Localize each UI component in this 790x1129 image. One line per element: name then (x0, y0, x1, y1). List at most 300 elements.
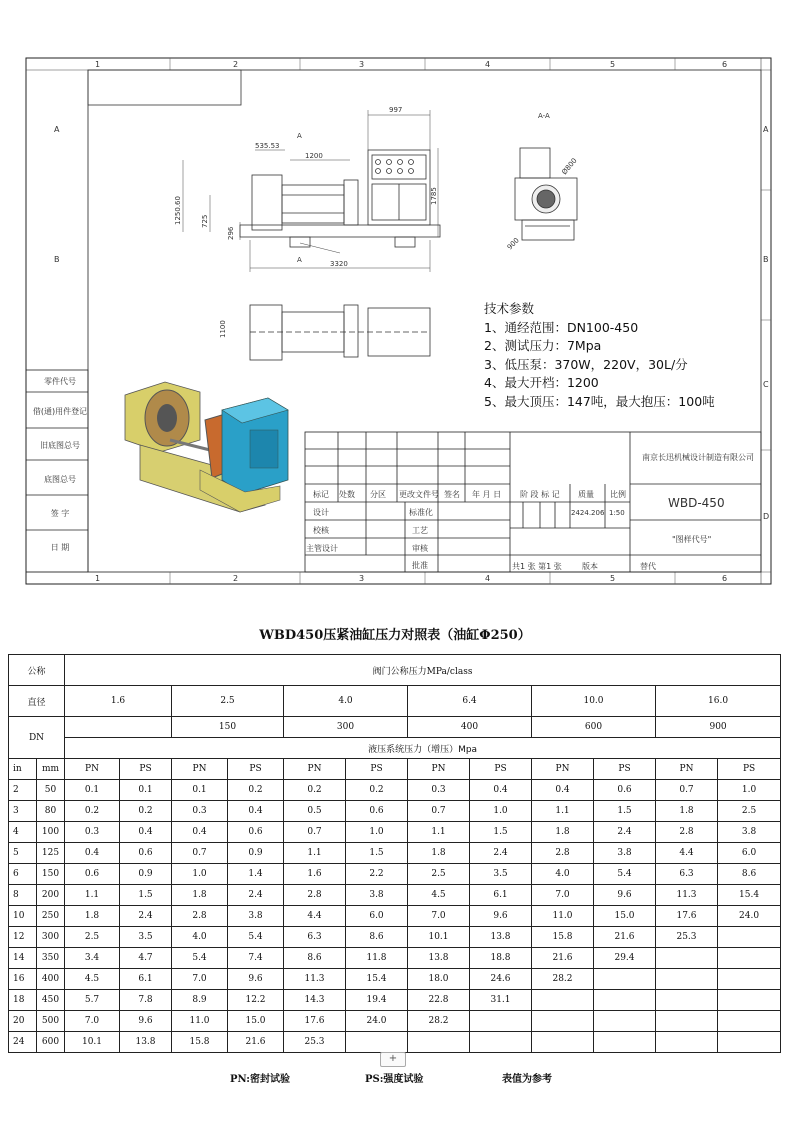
class-900: 900 (656, 717, 781, 738)
cell-value: 7.8 (120, 990, 172, 1011)
grid-number-4: 4 (485, 60, 491, 69)
cell-value: 1.0 (172, 864, 228, 885)
row-label-mark: 标记 (313, 490, 329, 499)
cell-mm: 300 (37, 927, 65, 948)
cell-value: 2.4 (120, 906, 172, 927)
cell-value (346, 1032, 408, 1053)
cell-value: 29.4 (594, 948, 656, 969)
model-name: WBD-450 (668, 496, 725, 510)
grid-letter-c-right: C (763, 380, 769, 389)
cell-value (656, 1032, 718, 1053)
grid-number-3-bottom: 3 (359, 574, 365, 583)
cell-value: 2.2 (346, 864, 408, 885)
sheet-count: 共1 张 第1 张 (512, 562, 562, 571)
cell-value: 0.1 (65, 780, 120, 801)
cell-value: 2.8 (284, 885, 346, 906)
col-ps: PS (594, 759, 656, 780)
grid-number-1-bottom: 1 (95, 574, 101, 583)
label-approve: 批准 (412, 561, 428, 570)
table-row (9, 969, 781, 990)
cell-value: 1.6 (284, 864, 346, 885)
label-chief: 主管设计 (306, 544, 338, 553)
cell-value: 0.1 (172, 780, 228, 801)
cell-value: 6.3 (284, 927, 346, 948)
cell-in: 16 (9, 969, 37, 990)
cell-value: 6.3 (656, 864, 718, 885)
col-pn: PN (172, 759, 228, 780)
cell-in: 24 (9, 1032, 37, 1053)
pressure-10-0: 10.0 (532, 686, 656, 717)
cell-value: 0.2 (346, 780, 408, 801)
cell-value: 0.9 (228, 843, 284, 864)
spec-item: 2、测试压力：7Mpa (484, 338, 602, 353)
cell-value: 3.8 (718, 822, 781, 843)
cell-value: 11.0 (172, 1011, 228, 1032)
cell-value: 24.6 (470, 969, 532, 990)
cell-value: 1.5 (594, 801, 656, 822)
dim-3320: 3320 (330, 260, 348, 268)
footer-pn-note: PN:密封试验 (230, 1074, 290, 1085)
table-row (9, 990, 781, 1011)
cell-value: 22.8 (408, 990, 470, 1011)
label-check: 校核 (313, 526, 329, 535)
header-nominal: 公称 (9, 655, 65, 686)
cell-value: 11.3 (284, 969, 346, 990)
pressure-16-0: 16.0 (656, 686, 781, 717)
cell-value: 0.9 (120, 864, 172, 885)
cell-value: 9.6 (470, 906, 532, 927)
cell-mm: 500 (37, 1011, 65, 1032)
cell-value: 11.8 (346, 948, 408, 969)
cell-value: 4.0 (532, 864, 594, 885)
cell-value: 19.4 (346, 990, 408, 1011)
cell-value: 6.1 (120, 969, 172, 990)
cell-value: 1.1 (65, 885, 120, 906)
cell-in: 5 (9, 843, 37, 864)
cell-value: 4.4 (284, 906, 346, 927)
cell-mm: 400 (37, 969, 65, 990)
label-review: 审核 (412, 544, 428, 553)
cell-value: 0.2 (228, 780, 284, 801)
cell-value: 1.8 (65, 906, 120, 927)
cell-value: 7.0 (532, 885, 594, 906)
dim-296: 296 (227, 226, 235, 240)
cell-value: 1.1 (284, 843, 346, 864)
dim-1200: 1200 (305, 152, 323, 160)
cell-value: 0.6 (228, 822, 284, 843)
grid-letter-a-left: A (54, 125, 60, 134)
cell-value: 11.0 (532, 906, 594, 927)
cell-value: 10.1 (408, 927, 470, 948)
cell-value: 8.9 (172, 990, 228, 1011)
header-diameter: 直径 (9, 686, 65, 717)
pressure-1-6: 1.6 (65, 686, 172, 717)
grid-letter-b-left: B (54, 255, 60, 264)
cell-value (594, 1011, 656, 1032)
class-400: 400 (408, 717, 532, 738)
cell-value: 18.8 (470, 948, 532, 969)
machine-3d-render (125, 382, 288, 512)
pressure-6-4: 6.4 (408, 686, 532, 717)
cell-value: 13.8 (408, 948, 470, 969)
cell-value: 7.0 (172, 969, 228, 990)
grid-number-1: 1 (95, 60, 101, 69)
cell-value: 0.2 (65, 801, 120, 822)
specs-heading: 技术参数 (484, 301, 535, 316)
cell-value: 1.1 (532, 801, 594, 822)
pressure-2-5: 2.5 (172, 686, 284, 717)
cell-value: 21.6 (532, 948, 594, 969)
cell-value: 1.8 (408, 843, 470, 864)
grid-letter-a-right: A (763, 125, 769, 134)
cell-value: 0.6 (346, 801, 408, 822)
cell-value: 15.0 (228, 1011, 284, 1032)
section-mark-a-bottom: A (297, 256, 302, 264)
dim-1100: 1100 (219, 320, 227, 338)
side-label-old-base: 旧底图总号 (40, 441, 80, 450)
cell-value: 1.0 (346, 822, 408, 843)
cell-in: 20 (9, 1011, 37, 1032)
cell-value (470, 1011, 532, 1032)
cell-value: 9.6 (594, 885, 656, 906)
grid-number-6: 6 (722, 60, 728, 69)
cell-value: 0.4 (228, 801, 284, 822)
cell-value: 3.5 (120, 927, 172, 948)
grid-number-5: 5 (610, 60, 616, 69)
label-design: 设计 (313, 508, 329, 517)
cell-value: 15.4 (346, 969, 408, 990)
table-row (9, 843, 781, 864)
cell-value: 0.4 (120, 822, 172, 843)
side-label-part-code: 零件代号 (44, 377, 76, 386)
cell-value: 8.6 (718, 864, 781, 885)
cell-value (718, 927, 781, 948)
cell-value: 2.5 (408, 864, 470, 885)
cell-value (718, 1032, 781, 1053)
cell-value: 0.7 (284, 822, 346, 843)
label-weight: 质量 (578, 490, 594, 499)
cell-value: 0.4 (532, 780, 594, 801)
cell-value: 31.1 (470, 990, 532, 1011)
cell-value: 0.3 (172, 801, 228, 822)
cell-value: 3.4 (65, 948, 120, 969)
spec-item: 4、最大开档：1200 (484, 375, 599, 390)
cell-value: 2.4 (228, 885, 284, 906)
row-label-zone: 分区 (370, 490, 386, 499)
cell-mm: 200 (37, 885, 65, 906)
cell-value: 2.5 (718, 801, 781, 822)
table-row (9, 948, 781, 969)
cell-in: 14 (9, 948, 37, 969)
cell-in: 4 (9, 822, 37, 843)
cell-mm: 125 (37, 843, 65, 864)
grid-letter-b-right: B (763, 255, 769, 264)
cell-value (718, 969, 781, 990)
cell-value: 0.6 (65, 864, 120, 885)
col-ps: PS (120, 759, 172, 780)
class-150: 150 (172, 717, 284, 738)
cell-value: 3.8 (594, 843, 656, 864)
side-label-base: 底图总号 (44, 475, 76, 484)
cell-value: 1.8 (532, 822, 594, 843)
col-ps: PS (718, 759, 781, 780)
cell-value: 14.3 (284, 990, 346, 1011)
cell-value: 24.0 (346, 1011, 408, 1032)
cell-value: 4.5 (408, 885, 470, 906)
unit-mm: mm (37, 759, 65, 780)
dim-1785: 1785 (430, 187, 438, 205)
label-stage: 阶 段 标 记 (520, 490, 560, 499)
cell-in: 8 (9, 885, 37, 906)
cell-value: 8.6 (346, 927, 408, 948)
cell-value: 25.3 (284, 1032, 346, 1053)
cell-value: 5.4 (172, 948, 228, 969)
scale-value: 1:50 (609, 509, 625, 517)
cell-value: 3.8 (346, 885, 408, 906)
grid-number-2-bottom: 2 (233, 574, 239, 583)
hydraulic-label: 液压系统压力（增压）Mpa (65, 738, 781, 759)
cell-value (718, 948, 781, 969)
cell-mm: 450 (37, 990, 65, 1011)
tech-specs (484, 300, 715, 411)
cell-value (408, 1032, 470, 1053)
cell-value: 1.5 (470, 822, 532, 843)
cell-value: 0.3 (408, 780, 470, 801)
cell-value: 1.0 (470, 801, 532, 822)
table-row (9, 1032, 781, 1053)
footer-ps-note: PS:强度试验 (365, 1074, 424, 1085)
cell-value: 0.4 (65, 843, 120, 864)
dim-1250: 1250.60 (174, 196, 182, 225)
cell-value: 12.2 (228, 990, 284, 1011)
grid-number-4-bottom: 4 (485, 574, 491, 583)
label-replace: 替代 (640, 562, 656, 571)
grid-number-3: 3 (359, 60, 365, 69)
cell-value: 4.7 (120, 948, 172, 969)
cell-value: 2.4 (594, 822, 656, 843)
cell-value: 21.6 (228, 1032, 284, 1053)
col-pn: PN (532, 759, 594, 780)
grid-number-6-bottom: 6 (722, 574, 728, 583)
cell-value: 0.7 (172, 843, 228, 864)
cell-value (532, 990, 594, 1011)
cell-value: 24.0 (718, 906, 781, 927)
top-view (250, 305, 430, 360)
cell-value: 21.6 (594, 927, 656, 948)
section-mark-a-top: A (297, 132, 302, 140)
cell-value: 17.6 (284, 1011, 346, 1032)
cell-in: 18 (9, 990, 37, 1011)
col-pn: PN (656, 759, 718, 780)
dim-997: 997 (389, 106, 403, 114)
cell-mm: 80 (37, 801, 65, 822)
cell-value: 15.8 (532, 927, 594, 948)
dim-535: 535.53 (255, 142, 280, 150)
row-label-count: 处数 (339, 490, 355, 499)
header-dn: DN (9, 717, 65, 759)
cell-value: 7.0 (65, 1011, 120, 1032)
label-scale: 比例 (610, 490, 626, 499)
cell-value: 0.6 (120, 843, 172, 864)
cell-value: 2.8 (656, 822, 718, 843)
class-300: 300 (284, 717, 408, 738)
cell-value: 3.8 (228, 906, 284, 927)
cell-value (718, 990, 781, 1011)
pressure-4-0: 4.0 (284, 686, 408, 717)
cell-in: 3 (9, 801, 37, 822)
cell-mm: 150 (37, 864, 65, 885)
cell-value: 5.7 (65, 990, 120, 1011)
cell-value: 5.4 (228, 927, 284, 948)
grid-letter-d-right: D (763, 512, 770, 521)
cell-value: 6.0 (346, 906, 408, 927)
cell-mm: 50 (37, 780, 65, 801)
cell-value: 1.5 (120, 885, 172, 906)
cell-value (594, 969, 656, 990)
cell-value: 18.0 (408, 969, 470, 990)
cell-value: 4.5 (65, 969, 120, 990)
drawing-code: "图样代号" (672, 535, 712, 544)
cell-value (656, 990, 718, 1011)
section-label-aa: A-A (538, 112, 550, 120)
pressure-table (8, 654, 781, 1053)
cell-value: 7.0 (408, 906, 470, 927)
pressure-table-section (0, 612, 790, 1129)
cell-value (656, 969, 718, 990)
cell-value: 15.4 (718, 885, 781, 906)
cell-value (656, 1011, 718, 1032)
cell-value: 1.8 (656, 801, 718, 822)
table-row (9, 885, 781, 906)
table-row (9, 780, 781, 801)
cell-value (594, 1032, 656, 1053)
label-standard: 标准化 (409, 508, 433, 517)
cell-value: 2.8 (532, 843, 594, 864)
spec-item: 1、通经范围：DN100-450 (484, 319, 639, 335)
label-version: 版本 (582, 562, 598, 571)
front-view (240, 150, 440, 247)
cell-mm: 350 (37, 948, 65, 969)
side-label-date: 日 期 (50, 543, 70, 552)
cell-value: 0.6 (594, 780, 656, 801)
cell-value: 0.7 (656, 780, 718, 801)
col-pn: PN (408, 759, 470, 780)
cell-value: 0.2 (120, 801, 172, 822)
cell-value: 0.2 (284, 780, 346, 801)
cell-mm: 600 (37, 1032, 65, 1053)
cell-value: 15.8 (172, 1032, 228, 1053)
cell-value (718, 1011, 781, 1032)
unit-in: in (9, 759, 37, 780)
cell-value: 9.6 (228, 969, 284, 990)
cell-value (594, 990, 656, 1011)
cell-value: 25.3 (656, 927, 718, 948)
cell-value (532, 1032, 594, 1053)
cell-value (532, 1011, 594, 1032)
footer-reference-note: 表值为参考 (502, 1074, 552, 1085)
dim-725: 725 (201, 214, 209, 228)
cell-value: 0.3 (65, 822, 120, 843)
cell-value: 0.4 (172, 822, 228, 843)
grid-number-5-bottom: 5 (610, 574, 616, 583)
col-ps: PS (470, 759, 532, 780)
cell-value: 2.8 (172, 906, 228, 927)
cell-value: 17.6 (656, 906, 718, 927)
cell-mm: 250 (37, 906, 65, 927)
cell-value: 28.2 (408, 1011, 470, 1032)
weight-value: 2424.206 (571, 509, 605, 517)
cell-value: 1.0 (718, 780, 781, 801)
cell-value (656, 948, 718, 969)
cell-value: 13.8 (470, 927, 532, 948)
company-name: 南京长迅机械设计制造有限公司 (642, 453, 754, 462)
cell-in: 6 (9, 864, 37, 885)
spec-item: 3、低压泵：370W，220V，30L/分 (484, 356, 688, 372)
cell-value: 1.4 (228, 864, 284, 885)
col-ps: PS (346, 759, 408, 780)
col-pn: PN (284, 759, 346, 780)
spec-item: 5、最大顶压：147吨，最大抱压：100吨 (484, 393, 715, 409)
cell-value (470, 1032, 532, 1053)
cell-value: 6.1 (470, 885, 532, 906)
table-row (9, 822, 781, 843)
cell-value: 1.1 (408, 822, 470, 843)
side-label-borrowed: 借(通)用件登记 (32, 407, 88, 416)
cell-value: 0.1 (120, 780, 172, 801)
cell-value: 2.4 (470, 843, 532, 864)
cell-value: 1.8 (172, 885, 228, 906)
class-600: 600 (532, 717, 656, 738)
cell-value: 3.5 (470, 864, 532, 885)
cell-value: 11.3 (656, 885, 718, 906)
cell-value: 2.5 (65, 927, 120, 948)
table-title: WBD450压紧油缸压力对照表（油缸Φ250） (259, 628, 531, 643)
cell-in: 2 (9, 780, 37, 801)
cell-value: 13.8 (120, 1032, 172, 1053)
cell-value: 5.4 (594, 864, 656, 885)
dim-900: 900 (505, 236, 521, 252)
cell-value: 9.6 (120, 1011, 172, 1032)
cell-in: 12 (9, 927, 37, 948)
cell-value: 28.2 (532, 969, 594, 990)
table-row (9, 1011, 781, 1032)
cell-value: 0.5 (284, 801, 346, 822)
row-label-date: 年 月 日 (472, 490, 502, 499)
col-ps: PS (228, 759, 284, 780)
cell-value: 0.7 (408, 801, 470, 822)
table-row (9, 927, 781, 948)
row-label-sign: 签名 (444, 490, 460, 499)
cell-in: 10 (9, 906, 37, 927)
cell-value: 0.4 (470, 780, 532, 801)
grid-number-2: 2 (233, 60, 239, 69)
cell-value: 4.4 (656, 843, 718, 864)
cell-value: 8.6 (284, 948, 346, 969)
cell-mm: 100 (37, 822, 65, 843)
header-valve-pressure: 阀门公称压力MPa/class (65, 655, 781, 686)
side-label-sign: 签 字 (50, 509, 70, 518)
col-pn: PN (65, 759, 120, 780)
row-label-change: 更改文件号 (399, 490, 439, 499)
cell-value: 15.0 (594, 906, 656, 927)
table-row (9, 864, 781, 885)
cell-value: 7.4 (228, 948, 284, 969)
cell-value: 6.0 (718, 843, 781, 864)
cell-value: 4.0 (172, 927, 228, 948)
add-row-button[interactable]: + (380, 1052, 406, 1067)
table-row (9, 906, 781, 927)
table-row (9, 801, 781, 822)
